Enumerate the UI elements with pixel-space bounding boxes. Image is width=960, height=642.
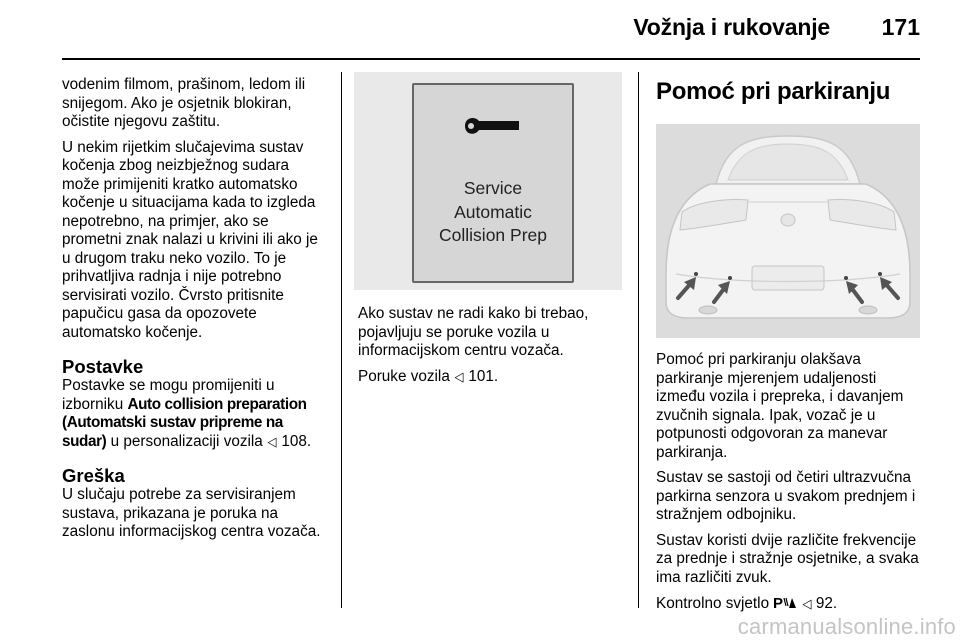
right-column-heading bbox=[656, 78, 926, 106]
service-line-2: Automatic bbox=[454, 201, 532, 222]
middle-column bbox=[358, 305, 620, 393]
settings-text: Postavke se mogu promijeniti u izborniku bbox=[62, 377, 275, 413]
parking-assist-heading: Pomoć pri parkiranju bbox=[656, 78, 891, 105]
vehicle-messages-paragraph bbox=[358, 368, 620, 387]
column-divider-left bbox=[341, 72, 342, 608]
watermark: carmanualsonline.info bbox=[737, 614, 956, 639]
frequencies-paragraph: Sustav koristi dvije različite frekvencije za prednje i stražnje osjetnike, a svaka ima različiti zvuk. bbox=[656, 531, 919, 586]
column-divider-right bbox=[638, 72, 639, 608]
header-rule bbox=[62, 58, 920, 60]
parking-assist-intro: Pomoć pri parkiranju olakšava parkiranje mjerenjem udaljenosti između vozila i prepreka, i davanjem zvučnih signala. Ipak, vozač je u potpunosti odgovoran za manevar parkiranja. bbox=[656, 351, 904, 461]
automatic-braking-paragraph: U nekim rijetkim slučajevima sustav kočenja zbog neizbježnog sudara može primijeniti kratko automatsko kočenje u situacijama kada to izgleda nepotrebno, na primjer, ako se prometni znak nalazi u krivini ili ako je u drugom traku neko vozilo. To je prihvatljiva radnja i nije potrebno servisirati vozilo. Čvrsto pritisnite papučicu gasa da opozovete automatsko kočenje. bbox=[62, 138, 318, 341]
page-number: 171 bbox=[881, 14, 920, 40]
settings-paragraph bbox=[62, 377, 330, 451]
parking-assist-icon bbox=[773, 594, 797, 610]
settings-page-ref[interactable]: 108. bbox=[281, 432, 312, 450]
malfunction-paragraph: Ako sustav ne radi kako bi trebao, pojavljuju se poruke vozila u informacijskom centru vozača. bbox=[358, 305, 589, 359]
settings-menu-name: Auto collision preparation (Automatski sustav pripreme na sudar) bbox=[62, 395, 307, 450]
sensor-blocked-paragraph: vodenim filmom, prašinom, ledom ili snijegom. Ako je osjetnik blokiran, očistite njegovu zaštitu. bbox=[62, 76, 306, 130]
control-indicator-page-ref[interactable]: 92. bbox=[815, 595, 838, 612]
car-rear-illustration bbox=[656, 124, 920, 338]
wrench-icon bbox=[463, 111, 523, 141]
cross-reference-icon: ◁ bbox=[267, 433, 277, 449]
error-heading: Greška bbox=[62, 465, 125, 486]
control-indicator-text: Kontrolno svjetlo bbox=[656, 595, 770, 612]
vehicle-messages-text: Poruke vozila bbox=[358, 367, 450, 385]
svg-text:P: P bbox=[773, 595, 784, 610]
service-message-figure bbox=[354, 72, 622, 290]
error-paragraph: U slučaju potrebe za servisiranjem sustava, prikazana je poruka na zaslonu informacijskog centra vozača. bbox=[62, 486, 321, 540]
settings-text-2: u personalizaciji vozila bbox=[110, 432, 263, 450]
vehicle-messages-page-ref[interactable]: 101. bbox=[468, 367, 499, 385]
right-column bbox=[656, 351, 928, 621]
display-panel bbox=[412, 83, 574, 283]
running-header-title: Vožnja i rukovanje bbox=[633, 14, 830, 40]
service-message-text bbox=[414, 177, 572, 248]
service-line-1: Service bbox=[463, 178, 523, 198]
service-line-3: Collision Prep bbox=[439, 225, 547, 245]
cross-reference-icon: ◁ bbox=[454, 368, 464, 384]
parking-sensors-paragraph: Sustav se sastoji od četiri ultrazvučna parkirna senzora u svakom prednjem i stražnjem odbojniku. bbox=[656, 469, 916, 523]
car-rear-figure bbox=[656, 124, 920, 338]
cross-reference-icon: ◁ bbox=[802, 596, 812, 611]
control-indicator-paragraph bbox=[656, 594, 928, 614]
settings-heading: Postavke bbox=[62, 356, 144, 377]
left-column bbox=[62, 76, 330, 549]
